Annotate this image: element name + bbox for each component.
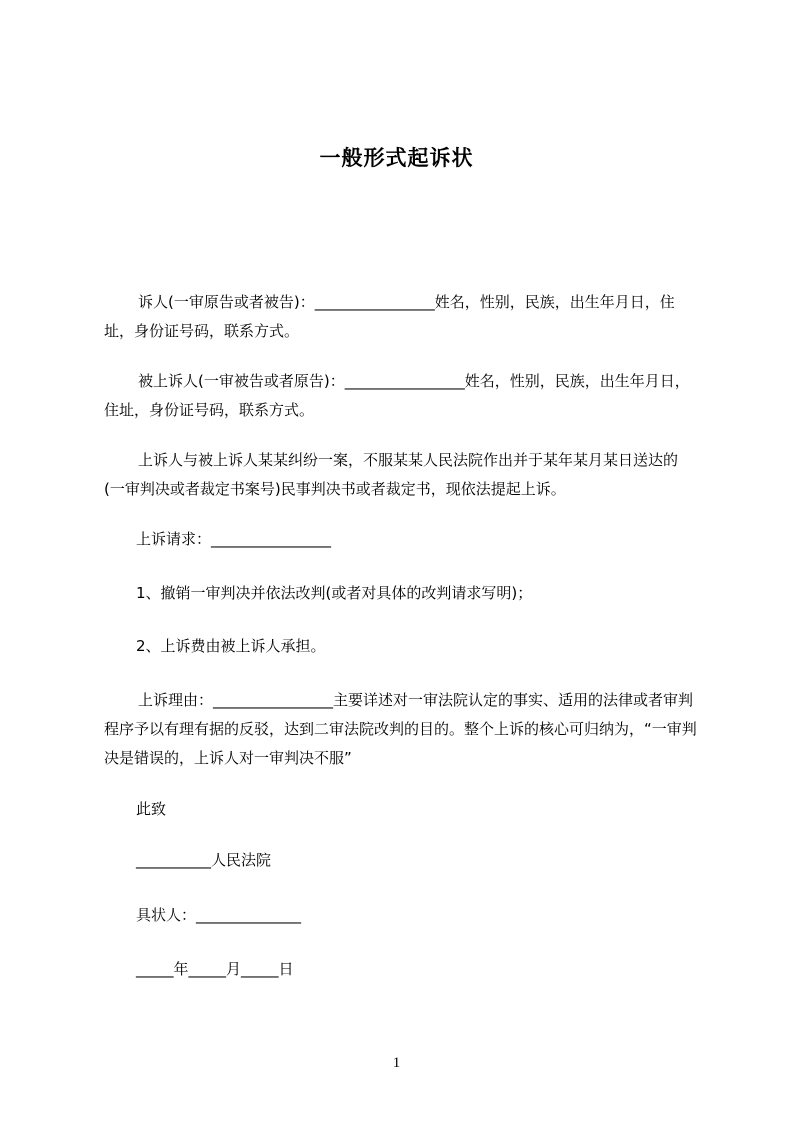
signer-line: 具状人：______________: [136, 906, 302, 924]
appellant-paragraph: 诉人(一审原告或者被告)：________________姓名，性别，民族，出生年月日，住址，身份证号码，联系方式。: [104, 293, 675, 340]
appeal-request-label: 上诉请求：________________: [136, 530, 332, 548]
date-line: _____年_____月_____日: [136, 960, 294, 978]
appeal-request-item-2: 2、上诉费由被上诉人承担。: [136, 637, 326, 655]
page-number: 1: [392, 1055, 401, 1071]
appeal-reasons-paragraph: 上诉理由：________________主要详述对一审法院认定的事实、适用的法律或者审判程序予以有理有据的反驳，达到二审法院改判的目的。整个上诉的核心可归纳为，“一审判决是错误的，上诉人对一审判决不服”: [104, 691, 697, 767]
salutation: 此致: [136, 800, 167, 818]
case-statement-paragraph: 上诉人与被上诉人某某纠纷一案，不服某某人民法院作出并于某年某月某日送达的(一审判决或者裁定书案号)民事判决书或者裁定书，现依法提起上诉。: [104, 451, 679, 498]
appellee-paragraph: 被上诉人(一审被告或者原告)：________________姓名，性别，民族，出生年月日，住址，身份证号码，联系方式。: [104, 372, 690, 419]
document-title: 一般形式起诉状: [319, 146, 474, 170]
court-name-line: __________人民法院: [136, 851, 272, 869]
appeal-request-item-1: 1、撤销一审判决并依法改判(或者对具体的改判请求写明)；: [136, 584, 533, 602]
